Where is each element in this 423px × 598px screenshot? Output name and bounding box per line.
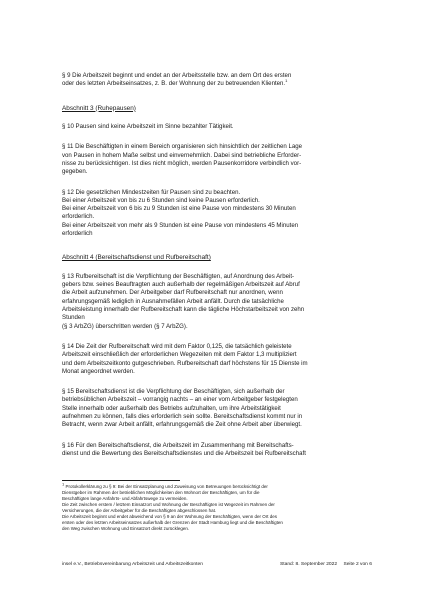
text-line: Arbeitszeit einschließlich der erforderlichen Wegezeiten mit dem Faktor 1,3 multipliziert <box>62 351 297 359</box>
text-line: § 13 Rufbereitschaft ist die Verpflichtung der Beschäftigten, auf Anordnung des Arbeit- <box>62 272 295 280</box>
text-line: § 12 Die gesetzlichen Mindestzeiten für Pausen sind zu beachten. <box>62 188 241 196</box>
text-line: Stunden <box>62 314 85 322</box>
text-line: die Arbeit aufzunehmen. Der Arbeitgeber darf Rufbereitschaft nur anordnen, wenn <box>62 289 283 297</box>
text-line: § 15 Bereitschaftsdienst ist die Verpflichtung der Beschäftigten, sich außerhalb der <box>62 388 285 396</box>
text-line: erforderlich. <box>62 213 95 221</box>
footnote-area <box>62 481 374 532</box>
footnote-divider <box>62 480 180 481</box>
text-line: gegeben. <box>62 168 88 176</box>
text-line: Bei einer Arbeitszeit von 6 bis zu 9 Stunden ist eine Pause von mindestens 30 Minuten <box>62 205 296 213</box>
text-line: Betracht, wenn zwar Arbeit anfällt, erfahrungsgemäß die Zeit ohne Arbeit aber überwiegt. <box>62 421 302 429</box>
text-line: von Pausen in hohem Maße selbst und einvernehmlich. Dabei sind betriebliche Erforder- <box>62 151 302 159</box>
footnote-line: Beschäftigten lange Anfahrts- und Abfahrtswege zu vermeiden. <box>62 496 188 501</box>
paragraph-15 <box>62 388 370 429</box>
footer-date: Stand: 8. September 2022 <box>280 562 338 567</box>
paragraph-16 <box>62 442 370 459</box>
text-line: § 14 Die Zeit der Rufbereitschaft wird mit dem Faktor 0,125, die tatsächlich geleistete <box>62 342 292 350</box>
footnote-line: ersten oder des letzten Arbeitseinsatzes außerhalb der Grenzen der Stadt Hamburg liegt und die Beschäftigten <box>62 520 283 525</box>
text-line-content: oder des letzten Arbeitseinsatzes, z. B. der Wohnung der zu betreuenden Klienten. <box>62 80 286 88</box>
paragraph-11 <box>62 143 370 176</box>
text-line: Bei einer Arbeitszeit von mehr als 9 Stunden ist eine Pause von mindestens 45 Minuten <box>62 221 299 229</box>
text-line: (§ 3 ArbZG) überschritten werden (§ 7 ArbZG). <box>62 322 188 330</box>
paragraph-14 <box>62 343 370 376</box>
footnote-line: den Weg zwischen Wohnung und Einsatzort direkt zurücklegen. <box>62 526 190 531</box>
paragraph-12 <box>62 189 370 239</box>
footer-page-number: Seite 2 von 6 <box>343 562 372 567</box>
section-3-heading: Abschnitt 3 (Ruhepausen) <box>62 104 136 112</box>
footnote-line: Dienstgeber im Rahmen der betrieblichen Möglichkeiten den Wohnort der Beschäftigten, um für die <box>62 490 260 495</box>
text-line: betriebsüblichen Arbeitszeit – vorrangig nachts – an einer vom Arbeitgeber festgelegten <box>62 396 298 404</box>
text-line: und dem Arbeitszeitkonto gutgeschrieben. Rufbereitschaft darf höchstens für 15 Dienste im <box>62 359 308 367</box>
text-line: erforderlich <box>62 230 93 238</box>
text-line <box>62 80 370 88</box>
text-line: § 10 Pausen sind keine Arbeitszeit im Sinne bezahlter Tätigkeit. <box>62 123 234 131</box>
paragraph-10 <box>62 123 370 131</box>
text-line: Arbeitsleistung innerhalb der Rufbereitschaft kann die tägliche Höchstarbeitszeit von zehn <box>62 306 305 314</box>
section-4-heading: Abschnitt 4 (Bereitschaftsdienst und Rufbereitschaft) <box>62 254 211 262</box>
body-content <box>62 72 370 470</box>
text-line: aufnehmen zu können, falls dies erforderlich sein sollte. Bereitschaftsdienst kommt nur in <box>62 413 303 421</box>
text-line: erfahrungsgemäß lediglich in Ausnahmefällen Arbeit anfällt. Durch die tatsächliche <box>62 297 284 305</box>
text-line: dienst und die Bewertung des Bereitschaftsdienstes und die Arbeitszeit bei Rufbereitschaft <box>62 449 306 457</box>
footer-document-title: insel e.V., Betriebsvereinbarung Arbeitszeit und Arbeitszeitkonten <box>62 562 203 567</box>
text-line: Stelle innerhalb oder außerhalb des Betriebs aufzuhalten, um ihre Arbeitstätigkeit <box>62 404 281 412</box>
text-line: Bei einer Arbeitszeit von bis zu 6 Stunden sind keine Pausen erforderlich. <box>62 196 260 204</box>
footnote-1 <box>62 481 374 532</box>
text-line: § 11 Die Beschäftigten in einem Bereich organisieren sich hinsichtlich der zeitlichen Lage <box>62 143 303 151</box>
footnote-line-content: Protokollerklärung zu § 9: Bei der Einsatzplanung und Zuweisung von Betreuungen berücksichtigt der <box>65 484 268 489</box>
footnote-line: Die Arbeitszeit beginnt und endet abweichend von § 9 an der Wohnung der Beschäftigten, wenn der Ort des <box>62 514 278 519</box>
paragraph-9 <box>62 72 370 89</box>
footnote-number: 1 <box>62 481 65 487</box>
text-line: gebers bzw. seines Beauftragten auch außerhalb der regelmäßigen Arbeitszeit auf Abruf <box>62 281 300 289</box>
footnote-reference[interactable]: 1 <box>285 78 288 84</box>
text-line: Monat angeordnet werden. <box>62 367 135 375</box>
text-line: § 16 Für den Bereitschaftsdienst, die Arbeitszeit im Zusammenhang mit Bereitschafts- <box>62 441 294 449</box>
footnote-line: Die Zeit zwischen erstem / letztem Einsatzort und Wohnung der Beschäftigten ist Wegezeit im Rahmen der <box>62 502 275 507</box>
paragraph-13 <box>62 273 370 331</box>
text-line: nisse zu berücksichtigen. Ist dies nicht möglich, werden Pausenkorridore verbindlich vor- <box>62 159 302 167</box>
footnote-line: Versicherungen, die der Arbeitgeber für die Beschäftigten abgeschlossen hat. <box>62 508 217 513</box>
text-line: § 9 Die Arbeitszeit beginnt und endet an der Arbeitsstelle bzw. an dem Ort des ersten <box>62 72 292 79</box>
